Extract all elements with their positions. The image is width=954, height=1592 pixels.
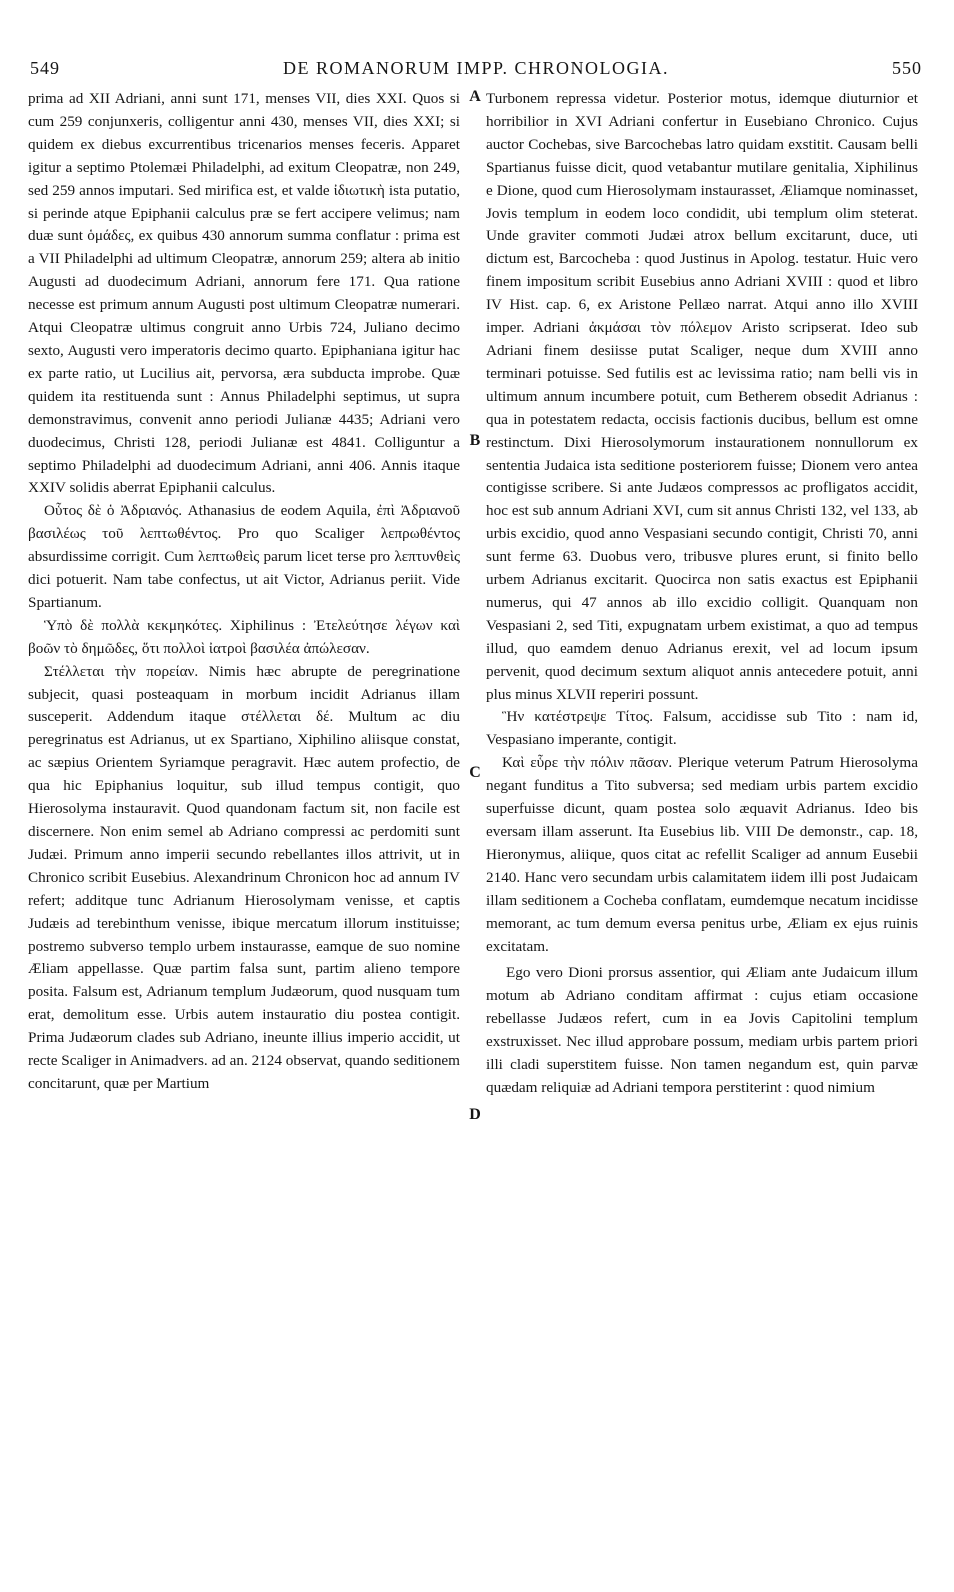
paragraph: Στέλλεται τὴν πορείαν. Nimis hæc abrupte de peregrinatione subjecit, quasi posteaquam in morbum incidit Adrianus illam susceperit. Addendum itaque στέλλεται δέ. Multum ac diu peregrinatus est Adrianus, ut ex Spartiano, Xiphilino aliisque constat, ac sæpius Orientem Syriamque peragravit. Hæc autem profectio, de qua hic Epiphanius loquitur, sub illud tempus contigit, quo Hierosolyma instauravit. Quod quandonam factum sit, non facile est discernere. Non enim semel ab Adriano compressi ac perdomiti sunt Judæi. Primum anno imperii secundo rebellantes illos attrivit, ut in Chronico scribit Eusebius. Alexandrinum Chronicon hoc ad annum IV refert; additque tunc Adrianum Hierosolymam venisse, et captis Judæis ad terebinthum venisse, ibique mercatum illorum instituisse; postremo subverso templo urbem instaurasse, eamque de suo nomine Æliam appellasse. Quæ partim falsa sunt, partim alieno tempore posita. Falsum est, Adrianum templum Judæorum, quod nusquam tum erat, demolitum esse. Urbis autem instauratio diu postea contigit. Prima Judæorum clades sub Adriano, ineunte illius imperio accidit, ut recte Scaliger in Animadvers. ad an. 2124 observat, quando seditionem concitarunt, quæ per Martium [28,662,460,1092]
margin-letter-d: D [469,1106,481,1123]
running-title: DE ROMANORUM IMPP. CHRONOLOGIA. [282,58,670,78]
paragraph: Καὶ εὗρε τὴν πόλιν πᾶσαν. Plerique veterum Patrum Hierosolyma negant funditus a Tito subversa; sed mediam urbis partem excidio superfuisse dicunt, quam postea solo æquavit Adrianus. Ideo bis eversam illam asserunt. Ita Eusebius lib. VIII De demonstr., cap. 18, Hieronymus, aliique, quos citat ac refellit Scaliger ad annum Eusebii 2140. Hanc vero secundam urbis calamitatem iidem illi post Judaicam illam seditionem a Cocheba conflatam, eumdemque necatum incidisse memorant, ac tum demum eversa penitus urbe, Æliam ex ejus ruinis excitatam. [486,754,918,955]
margin-letter-b: B [469,432,481,449]
paragraph: Ἣν κατέστρεψε Τίτος. Falsum, accidisse sub Tito : nam id, Vespasiano imperante, contigit. [486,708,918,749]
right-column [486,88,918,1100]
paragraph: Ego vero Dioni prorsus assentior, qui Æliam ante Judaicum illum motum ab Adriano conditam affirmat : cujus etiam occasione rebellasse Judæos refert, cum in ea Jovis Capitolini templum exstruxisset. Nec illud approbare possum, mediam urbis partem priori illi cladi superstitem fuisse. Non tamen negandum est, quin parvæ quædam reliquiæ ad Adriani tempora perstiterint : quod nimium [486,964,918,1096]
paragraph: prima ad XII Adriani, anni sunt 171, menses VII, dies XXI. Quos si cum 259 conjunxeris, colligentur anni 430, menses VII, dies XXI; si quidem ex diebus excurrentibus tricenarios menses feceris. Apparet igitur a septimo Ptolemæi Philadelphi, ad exitum Cleopatræ, non 249, sed 259 annos imputari. Sed mirifica est, et valde ἰδιωτικὴ ista putatio, si perinde atque Epiphanii calculus præ se fert accipere velimus; nam duæ sunt ὁμάδες, ex quibus 430 annorum summa conflatur : prima est a VII Philadelphi ad ultimum Cleopatræ, annorum 259; altera ab initio Augusti ad duodecimum Adriani, annorum fere 171. Qua ratione necesse est primum annum Augusti post ultimum Cleopatræ numerari. Atqui Cleopatræ ultimus congruit anno Urbis 724, Juliano decimo sexto, Augusti vero imperatoris decimo quarto. Epiphaniana igitur hac ex parte ratio, ut Lucilius ait, pervorsa, æra subducta improbe. Quæ quidem ita restituenda sunt : Annus Philadelphi septimus, ut supra demonstravimus, convenit anno periodi Julianæ 4435; Adriani vero duodecimus, Christi 128, periodi Julianæ est 4841. Colliguntur a septimo Philadelphi ad duodecimum Adriani, anni 406. Annis itaque XXIV solidis aberrat Epiphanii calculus. [28,90,460,497]
left-column [28,88,460,1096]
page-number-left: 549 [30,58,60,78]
paragraph: Ὑπὸ δὲ πολλὰ κεκμηκότες. Xiphilinus : Ἐτελεύτησε λέγων καὶ βοῶν τὸ δημῶδες, ὅτι πολλοὶ ἰατροὶ βασιλέα ἀπώλεσαν. [28,616,460,657]
page-header [22,58,930,84]
paragraph: Turbonem repressa videtur. Posterior motus, idemque diuturnior et horribilior in XVI Adriani confertur in Eusebiano Chronico. Cujus auctor Cochebas, sive Barcochebas latro quidam exstitit. Causam belli Spartianus fuisse dicit, quod vetabantur mutilare genitalia, Xiphilinus e Dione, quod cum Hierosolymam instaurasset, Æliamque nominasset, Jovis templum in eodem loco condidit, ubi templum olim steterat. Unde graviter commoti Judæi atrox bellum excitarunt, duce, uti dictum est, Barcocheba : quod Justinus in Apolog. testatur. Huic vero finem impositum scribit Eusebius anno Adriani XVIII : quod et libro IV Hist. cap. 6, ex Aristone Pellæo narrat. Atqui anno illo XVIII imper. Adriani ἀκμάσαι τὸν πόλεμον Aristo scripserat. Ideo sub Adriani finem desiisse putat Scaliger, neque dum XVIII anno terminari potuisse. Sed futilis est ac levissima ratio; nam belli vis in ultimum annum incumbere potuit, cum Betherem obsedit Adrianus : qua in potestatem redacta, occisis factionis ducibus, bellum est omne restinctum. Dixi Hierosolymorum instaurationem nonnullorum ex sententia Judaica ista seditione posteriorem fuisse; Dionem vero antea contigisse scribere. Si ante Judæos compressos ac profligatos accidit, hoc est sub annum Adriani XVI, cum sit annus Christi 132, vel 133, ab urbis excidio, quod anno Vespasiani secundo contigit, Christi 70, anni sunt ferme 63. Duobus vero, tribusve plures erunt, si finito bello urbem Adrianus excitarit. Quocirca non satis exactus est Epiphanii numerus, qui 47 annos ab illo excidio colligit. Quanquam non Vespasiani 2, sed Titi, expugnatam urbem existimat, a quo ad tempus illud, quo eamdem denuo Adrianus erexit, vel ad locum ipsum pervenit, quod decimum sextum aliquot annis antecedere potuit, anni plus minus XLVII reperiri possunt. [486,90,918,703]
paragraph: Οὗτος δὲ ὁ Ἀδριανός. Athanasius de eodem Aquila, ἐπὶ Ἀδριανοῦ βασιλέως τοῦ λεπτωθέντος. Pro quo Scaliger λεπρωθέντος absurdissime corrigit. Cum λεπτωθεὶς parum licet terse pro λεπτυνθεὶς dici potuerit. Nam tabe confectus, ut ait Victor, Adrianus periit. Vide Spartianum. [28,502,460,611]
margin-letter-c: C [469,764,481,781]
margin-letter-a: A [469,88,481,105]
page-number-right: 550 [892,58,922,78]
